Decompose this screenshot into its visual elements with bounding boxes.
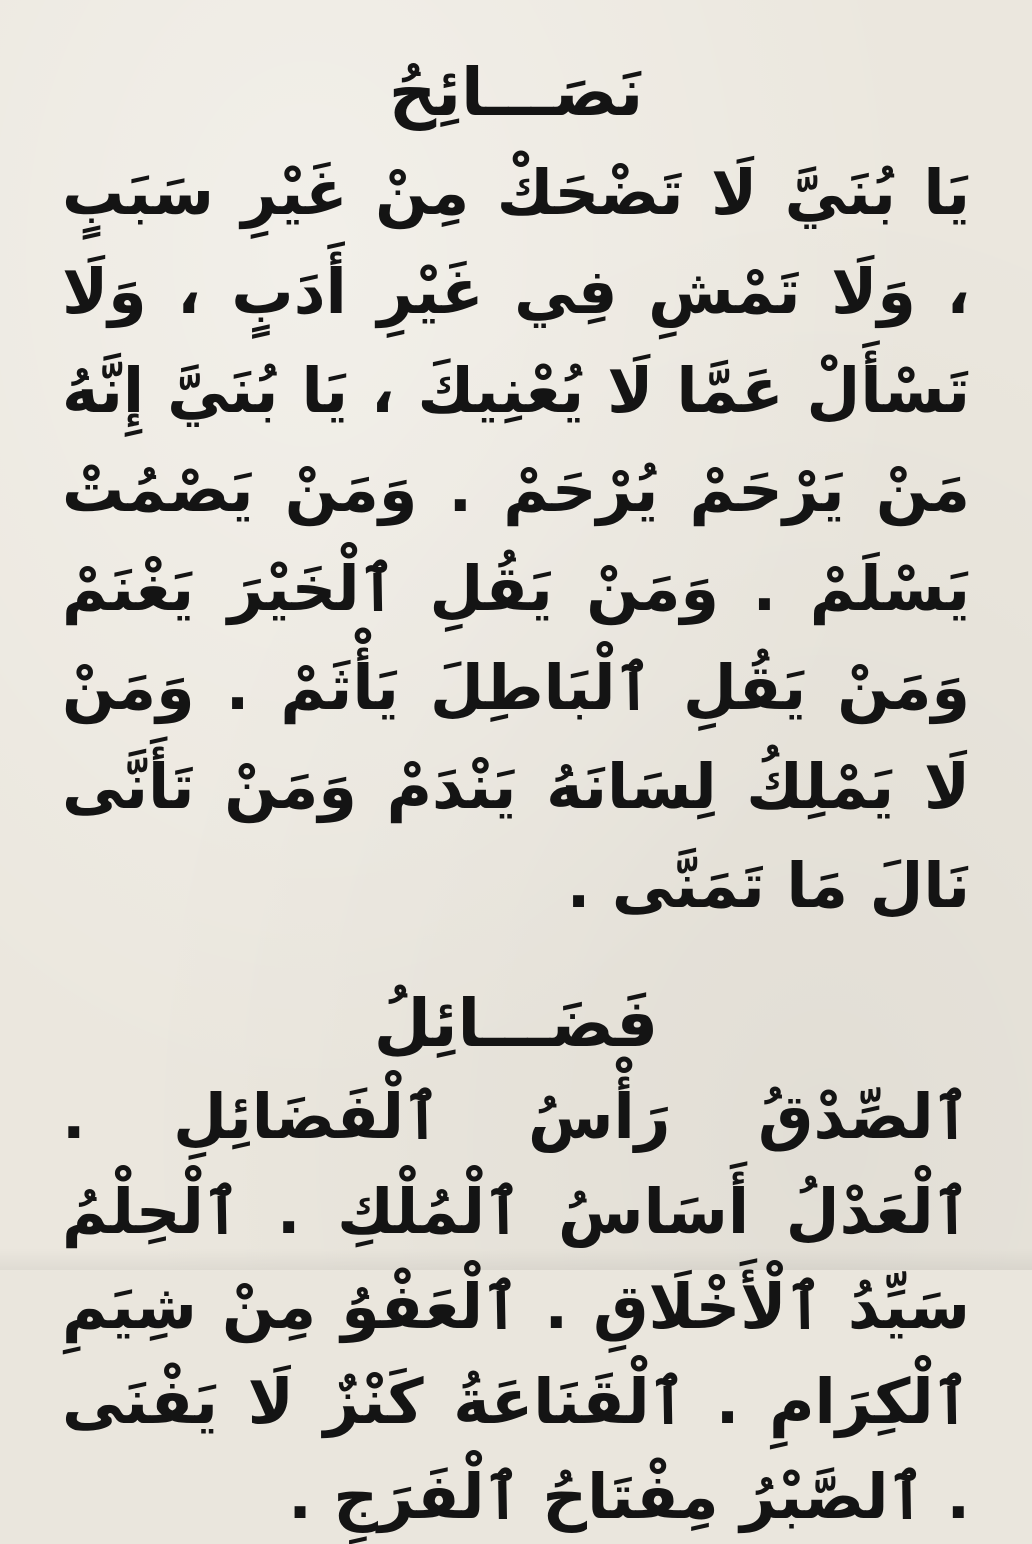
virtues-paragraph: ٱلصِّدْقُ رَأْسُ ٱلْفَضَائِلِ . ٱلْعَدْلُ أَسَاسُ ٱلْمُلْكِ . ٱلْحِلْمُ سَيِّدُ ٱلْأَخْلَاقِ . ٱلْعَفْوُ مِنْ شِيَمِ ٱلْكِرَامِ . ٱلْقَنَاعَةُ كَنْزٌ لَا يَفْنَى . ٱلصَّبْرُ مِفْتَاحُ ٱلْفَرَجِ . — [62, 1080, 970, 1533]
advice-paragraph: يَا بُنَيَّ لَا تَضْحَكْ مِنْ غَيْرِ سَبَبٍ ، وَلَا تَمْشِ فِي غَيْرِ أَدَبٍ ، وَلَا تَسْأَلْ عَمَّا لَا يُعْنِيكَ ، يَا بُنَيَّ إِنَّهُ مَنْ يَرْحَمْ يُرْحَمْ . وَمَنْ يَصْمُتْ يَسْلَمْ . وَمَنْ يَقُلِ ٱلْخَيْرَ يَغْنَمْ وَمَنْ يَقُلِ ٱلْبَاطِلَ يَأْثَمْ . وَمَنْ لَا يَمْلِكُ لِسَانَهُ يَنْدَمْ وَمَنْ تَأَنَّى نَالَ مَا تَمَنَّى . — [62, 155, 970, 922]
virtues-title: فَضَـــائِلُ — [373, 984, 659, 1062]
page-bottom-shadow — [0, 1248, 1032, 1270]
advice-title: نَصَـــائِحُ — [388, 54, 644, 131]
